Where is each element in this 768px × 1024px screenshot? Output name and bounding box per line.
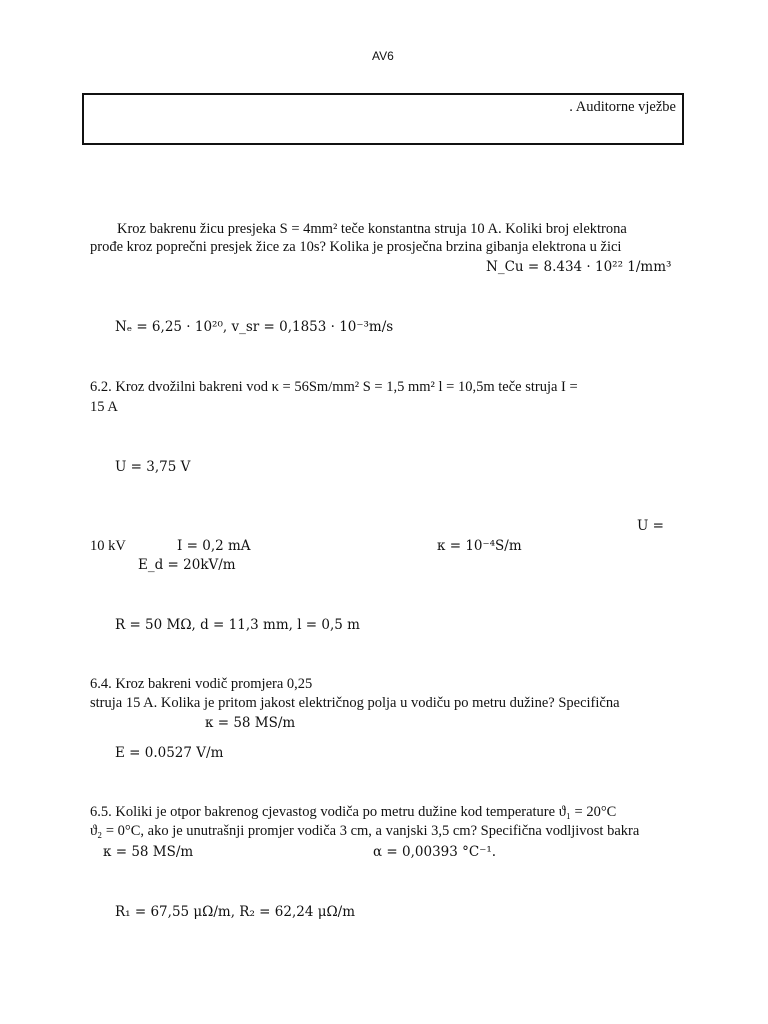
problem1-line2: prođe kroz poprečni presjek žice za 10s? Kolika je prosječna brzina gibanja elektrona u žici xyxy=(90,239,622,255)
problem3-u-label: U = xyxy=(637,518,664,534)
title-box xyxy=(82,93,684,145)
problem3-current: I = 0,2 mA xyxy=(177,538,251,554)
problem1-answer: Nₑ = 6,25 · 10²⁰, v_sr = 0,1853 · 10⁻³m/s xyxy=(115,319,394,335)
problem5-line1: 6.5. Koliki je otpor bakrenog cjevastog vodiča po metru dužine kod temperature ϑ₁ = 20°C xyxy=(90,804,617,820)
page-header-label: AV6 xyxy=(372,49,394,63)
problem5-conductivity: κ = 58 MS/m xyxy=(103,844,194,860)
problem4-answer: E = 0.0527 V/m xyxy=(115,745,224,761)
problem2-answer: U = 3,75 V xyxy=(115,459,191,475)
problem3-field: E_d = 20kV/m xyxy=(138,557,236,573)
problem1-constant: N_Cu = 8.434 · 10²² 1/mm³ xyxy=(486,259,672,275)
problem4-conductivity: κ = 58 MS/m xyxy=(205,715,296,731)
problem4-line2: struja 15 A. Kolika je pritom jakost električnog polja u vodiču po metru dužine? Specifična xyxy=(90,695,620,711)
problem3-answer: R = 50 MΩ, d = 11,3 mm, l = 0,5 m xyxy=(115,617,360,633)
title-box-text: . Auditorne vježbe xyxy=(569,99,676,115)
problem2-line2: 15 A xyxy=(90,399,118,415)
problem3-conductivity: κ = 10⁻⁴S/m xyxy=(437,538,522,554)
problem5-answer: R₁ = 67,55 μΩ/m, R₂ = 62,24 μΩ/m xyxy=(115,904,356,920)
problem2-line1: 6.2. Kroz dvožilni bakreni vod κ = 56Sm/mm² S = 1,5 mm² l = 10,5m teče struja I = xyxy=(90,379,578,395)
problem4-line1: 6.4. Kroz bakreni vodič promjera 0,25 xyxy=(90,676,313,692)
problem1-line1: Kroz bakrenu žicu presjeka S = 4mm² teče konstantna struja 10 A. Koliki broj elektrona xyxy=(117,221,627,237)
problem3-voltage: 10 kV xyxy=(90,538,126,554)
problem5-temp-coefficient: α = 0,00393 °C⁻¹. xyxy=(373,844,497,860)
problem5-line2: ϑ₂ = 0°C, ako je unutrašnji promjer vodiča 3 cm, a vanjski 3,5 cm? Specifična vodljivost bakra xyxy=(90,823,640,839)
